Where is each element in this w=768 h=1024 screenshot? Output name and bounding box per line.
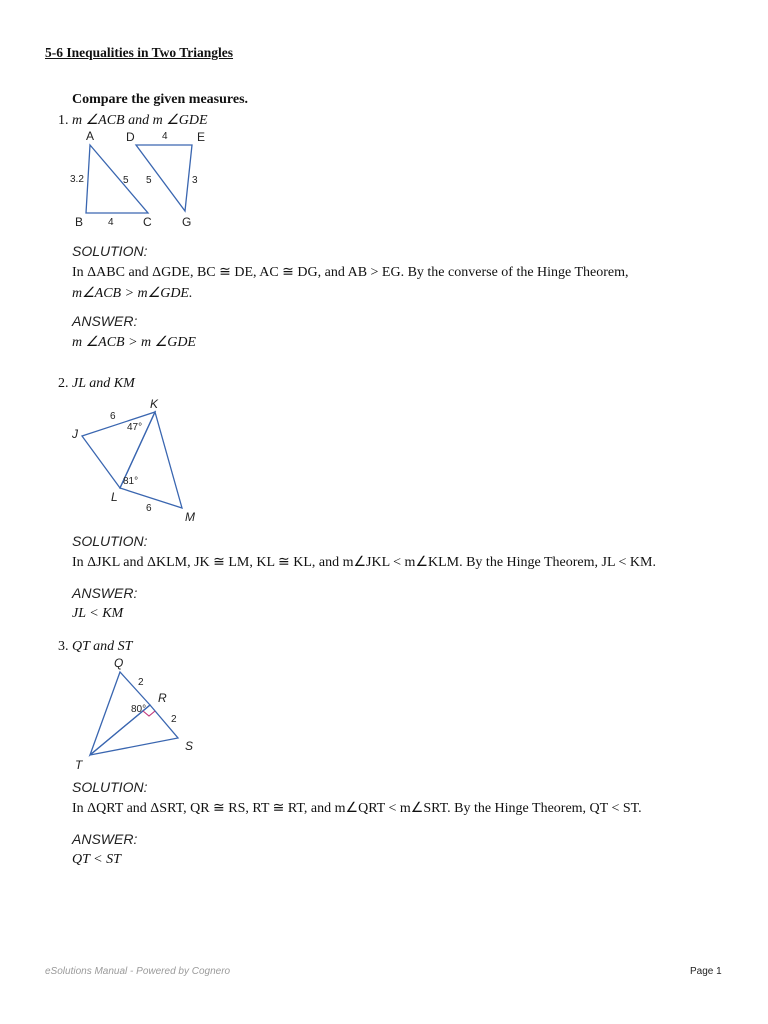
page-number: Page 1 [690,966,722,977]
answer-text: JL < KM [72,606,124,621]
vertex-label-c: C [143,215,152,229]
solution-text-cont: m∠ACB > m∠GDE. [72,286,193,301]
solution-text: In ΔJKL and ΔKLM, JK ≅ LM, KL ≅ KL, and m∠JKL < m∠KLM. By the Hinge Theorem, JL < KM. [72,555,656,570]
question-text: QT and ST [72,639,133,654]
vertex-label-j: J [72,427,78,441]
side-label-ac: 5 [123,175,129,186]
vertex-label-t: T [75,758,83,772]
vertex-label-m: M [185,510,195,524]
angle-label-r: 80° [131,704,147,715]
solution-label: SOLUTION: [72,243,148,259]
side-label-bc: 4 [108,217,114,228]
figure-triangles-qrt-srt [60,652,220,777]
answer-text: QT < ST [72,852,121,867]
side-label-qr: 2 [138,677,144,688]
vertex-label-b: B [75,215,84,229]
figure-triangles-abc-gde [60,125,220,235]
solution-label: SOLUTION: [72,779,148,795]
side-label-ab: 3.2 [70,174,84,185]
problem-number: 1. [58,113,69,128]
triangle-jkl [82,412,155,488]
answer-label: ANSWER: [72,831,138,847]
vertex-label-k: K [150,397,159,411]
triangle-gde [136,145,192,211]
vertex-label-g: G [182,215,192,229]
answer-text: m ∠ACB > m ∠GDE [72,335,196,350]
triangle-abc [86,145,148,213]
problem-number: 2. [58,376,69,391]
problem-number: 3. [58,639,69,654]
side-label-de: 4 [162,131,168,142]
vertex-label-l: L [111,490,118,504]
vertex-label-q: Q [114,656,124,670]
vertex-label-a: A [86,129,95,143]
page-title: 5-6 Inequalities in Two Triangles [45,45,234,60]
angle-label-k: 47° [127,422,143,433]
instructions: Compare the given measures. [72,92,249,107]
question-text: m ∠ACB and m ∠GDE [72,113,208,128]
side-label-jk: 6 [110,411,116,422]
footer-credit: eSolutions Manual - Powered by Cognero [45,966,231,977]
side-label-lm: 6 [146,503,152,514]
answer-label: ANSWER: [72,585,138,601]
vertex-label-d: D [126,130,135,144]
question-text: JL and KM [72,376,135,391]
solution-label: SOLUTION: [72,533,148,549]
solution-text: In ΔABC and ΔGDE, BC ≅ DE, AC ≅ DG, and AB > EG. By the converse of the Hinge Theorem, [72,265,629,280]
vertex-label-e: E [197,130,206,144]
side-label-dg: 5 [146,175,152,186]
solution-text: In ΔQRT and ΔSRT, QR ≅ RS, RT ≅ RT, and m∠QRT < m∠SRT. By the Hinge Theorem, QT < ST. [72,801,642,816]
vertex-label-s: S [185,739,194,753]
angle-label-l: 81° [123,476,139,487]
side-label-eg: 3 [192,175,198,186]
side-label-rs: 2 [171,714,177,725]
vertex-label-r: R [158,691,167,705]
figure-quadrilateral-jklm [60,390,220,530]
answer-label: ANSWER: [72,313,138,329]
